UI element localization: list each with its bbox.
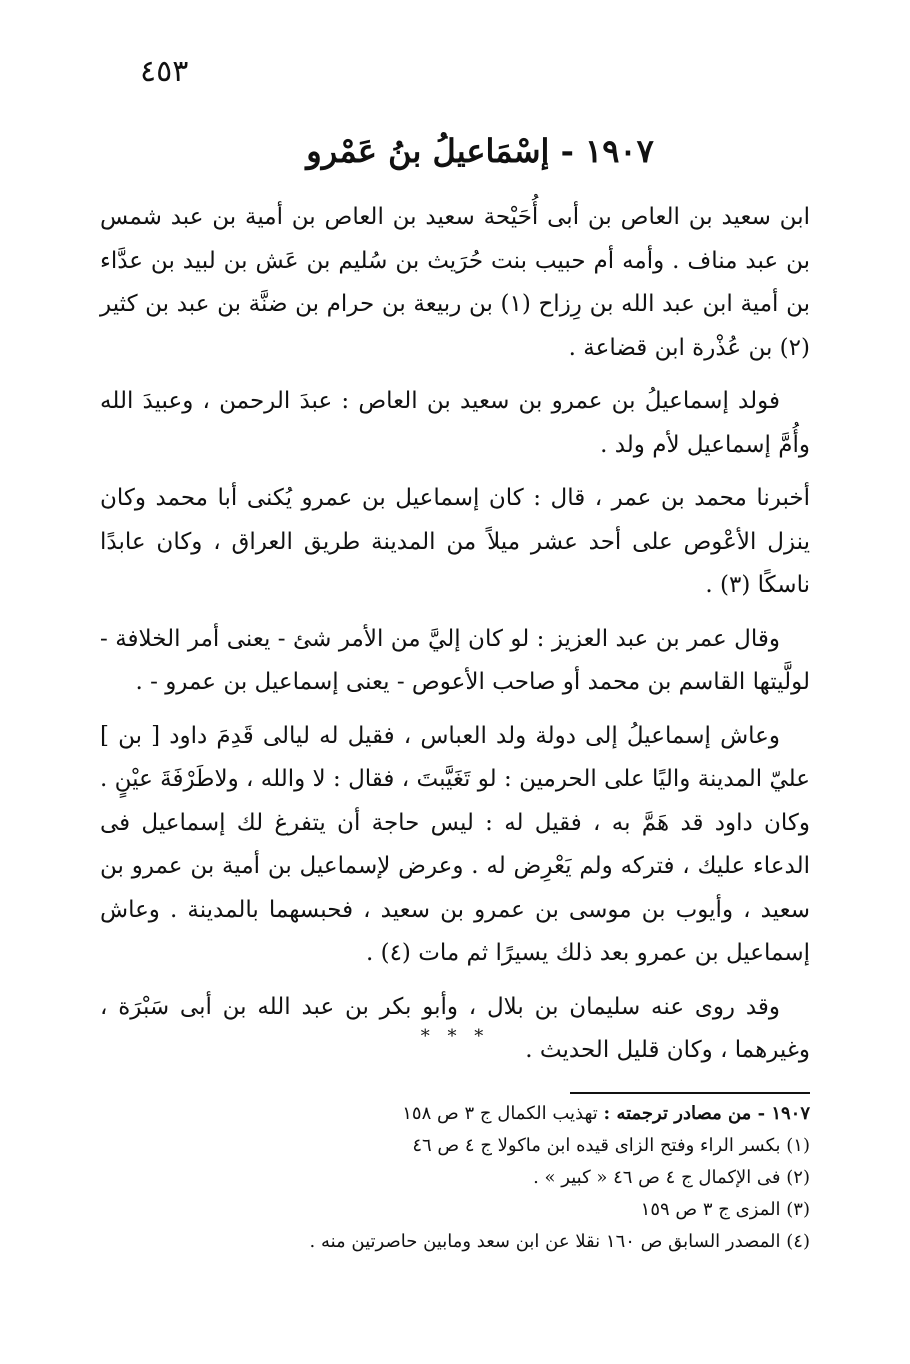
footnote-2: (٢) فى الإكمال ج ٤ ص ٤٦ « كبير » . <box>533 1167 810 1188</box>
page-number: ٤٥٣ <box>140 54 189 89</box>
footnote-source-label: ١٩٠٧ - من مصادر ترجمته : <box>603 1103 810 1124</box>
footnote-rule <box>570 1092 810 1094</box>
footnote-3: (٣) المزى ج ٣ ص ١٥٩ <box>640 1199 810 1220</box>
entry-title: ١٩٠٧ - إسْمَاعيلُ بنُ عَمْرو <box>306 132 654 170</box>
footnote-source-text: تهذيب الكمال ج ٣ ص ١٥٨ <box>402 1103 598 1124</box>
paragraph-umar-quote: وقال عمر بن عبد العزيز : لو كان إليَّ من الأمر شئ - يعنى أمر الخلافة - لولَّيتها القاسم بن محمد أو صاحب الأعوص - يعنى إسماعيل بن عمرو - . <box>100 625 810 695</box>
entry-body <box>100 196 810 1083</box>
paragraph-lineage: ابن سعيد بن العاص بن أبى أُحَيْحة سعيد بن العاص بن أمية بن عبد شمس بن عبد مناف . وأمه أم حبيب بنت حُرَيث بن سُليم بن عَش بن لبيد بن عدَّاء بن أمية ابن عبد الله بن رِزاح (١) بن ربيعة بن حرام بن ضنَّة بن عبد بن كثير (٢) بن عُذْرة ابن قضاعة . <box>100 204 810 361</box>
paragraph-abbasid-era: وعاش إسماعيلُ إلى دولة ولد العباس ، فقيل له ليالى قَدِمَ داود [ بن ] عليّ المدينة واليًا على الحرمين : لو تَغَيَّبتَ ، فقال : لا والله ، ولاطَرْفَةَ عيْنٍ . وكان داود قد هَمَّ به ، فقيل له : ليس حاجة أن يتفرغ لك إسماعيل فى الدعاء عليك ، فتركه ولم يَعْرِض له . وعرض لإسماعيل بن أمية بن عمرو بن سعيد ، وأيوب بن موسى بن عمرو بن سعيد ، فحبسهما بالمدينة . وعاش إسماعيل بن عمرو بعد ذلك يسيرًا ثم مات (٤) . <box>100 722 810 966</box>
section-separator: * * * <box>420 1026 490 1047</box>
footnote-1: (١) بكسر الراء وفتح الزاى قيده ابن ماكولا ج ٤ ص ٤٦ <box>412 1135 810 1156</box>
footnote-sources <box>240 1098 810 1130</box>
paragraph-narrators: وقد روى عنه سليمان بن بلال ، وأبو بكر بن عبد الله بن أبى سَبْرَة ، وغيرهما ، وكان قليل الحديث . <box>100 993 810 1063</box>
paragraph-children: فولد إسماعيلُ بن عمرو بن سعيد بن العاص : عبدَ الرحمن ، وعبيدَ الله وأُمَّ إسماعيل لأم ولد . <box>100 388 810 458</box>
footnotes <box>240 1098 810 1258</box>
paragraph-kunya: أخبرنا محمد بن عمر ، قال : كان إسماعيل بن عمرو يُكنى أبا محمد وكان ينزل الأعْوص على أحد عشر ميلاً من المدينة طريق العراق ، وكان عابدًا ناسكًا (٣) . <box>100 485 810 598</box>
footnote-4: (٤) المصدر السابق ص ١٦٠ نقلا عن ابن سعد ومابين حاصرتين منه . <box>309 1231 810 1252</box>
